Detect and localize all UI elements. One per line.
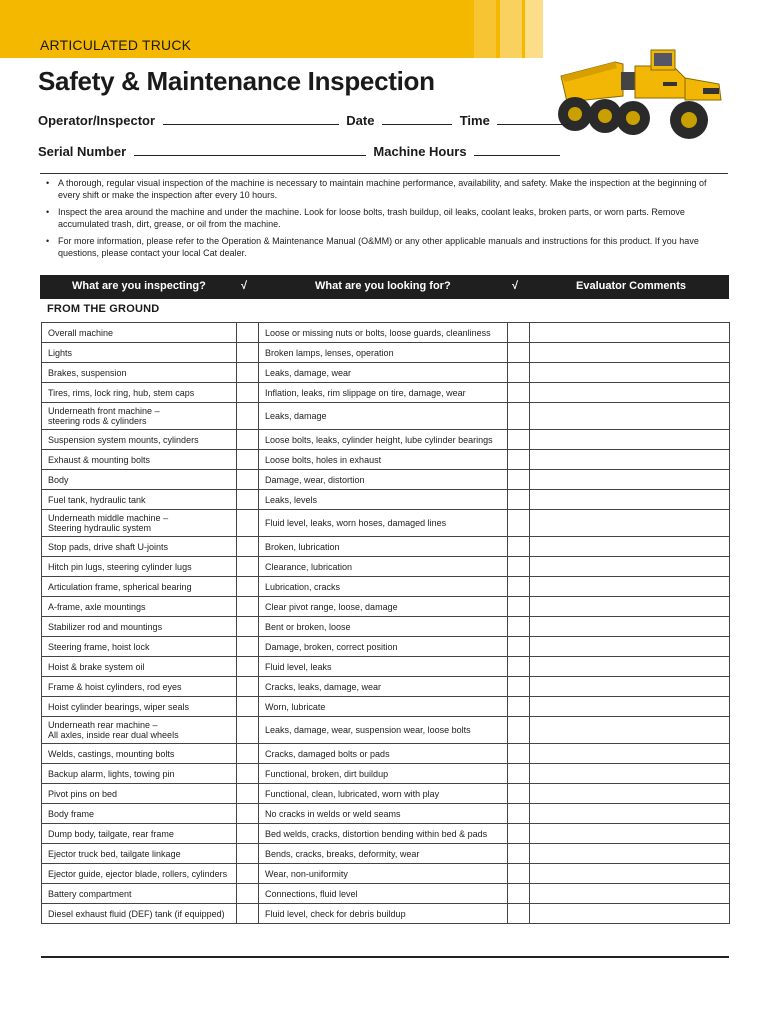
banner-stripe xyxy=(500,0,522,58)
table-row xyxy=(42,537,730,557)
check-box[interactable] xyxy=(508,577,530,597)
table-header xyxy=(40,275,729,299)
look-for-cell xyxy=(259,577,508,597)
look-for-cell xyxy=(259,717,508,744)
check-box[interactable] xyxy=(508,884,530,904)
inspect-cell xyxy=(42,904,237,924)
table-row xyxy=(42,744,730,764)
look-for-cell xyxy=(259,844,508,864)
table-row xyxy=(42,343,730,363)
look-for-text: Inflation, leaks, rim slippage on tire, damage, wear xyxy=(265,387,466,398)
look-for-cell xyxy=(259,884,508,904)
item-label: Hoist & brake system oil xyxy=(48,661,145,672)
check-box[interactable] xyxy=(237,363,259,383)
check-box[interactable] xyxy=(508,864,530,884)
item-label: Steering frame, hoist lock xyxy=(48,641,150,652)
check-box[interactable] xyxy=(237,804,259,824)
look-for-cell xyxy=(259,343,508,363)
comment-cell[interactable] xyxy=(530,597,730,617)
look-for-text: Leaks, damage, wear xyxy=(265,367,352,378)
item-label: Diesel exhaust fluid (DEF) tank (if equipped) xyxy=(48,908,225,919)
check-box[interactable] xyxy=(237,784,259,804)
check-box[interactable] xyxy=(237,557,259,577)
check-box[interactable] xyxy=(237,403,259,430)
look-for-cell xyxy=(259,657,508,677)
check-box[interactable] xyxy=(237,617,259,637)
look-for-text: Connections, fluid level xyxy=(265,888,358,899)
comment-cell[interactable] xyxy=(530,904,730,924)
inspect-cell xyxy=(42,383,237,403)
date-field[interactable] xyxy=(382,112,452,125)
inspect-cell xyxy=(42,784,237,804)
comment-cell[interactable] xyxy=(530,617,730,637)
comment-cell[interactable] xyxy=(530,697,730,717)
table-bottom-rule xyxy=(41,956,729,958)
item-label-line2: All axles, inside rear dual wheels xyxy=(48,730,179,740)
look-for-text: Fluid level, leaks, worn hoses, damaged lines xyxy=(265,518,447,528)
look-for-cell xyxy=(259,824,508,844)
look-for-text: Leaks, damage, wear, suspension wear, loose bolts xyxy=(265,725,471,735)
look-for-cell xyxy=(259,784,508,804)
inspect-cell xyxy=(42,343,237,363)
comment-cell[interactable] xyxy=(530,677,730,697)
look-for-cell xyxy=(259,864,508,884)
comment-cell[interactable] xyxy=(530,864,730,884)
comment-cell[interactable] xyxy=(530,577,730,597)
item-label-line2: Steering hydraulic system xyxy=(48,523,152,533)
check-box[interactable] xyxy=(237,577,259,597)
look-for-text: Cracks, leaks, damage, wear xyxy=(265,681,382,692)
column-header-comments: Evaluator Comments xyxy=(576,280,687,292)
inspect-cell xyxy=(42,884,237,904)
comment-cell[interactable] xyxy=(530,764,730,784)
item-label: Fuel tank, hydraulic tank xyxy=(48,494,146,505)
comment-cell[interactable] xyxy=(530,430,730,450)
comment-cell[interactable] xyxy=(530,490,730,510)
check-box[interactable] xyxy=(508,537,530,557)
check-box[interactable] xyxy=(508,764,530,784)
check-box[interactable] xyxy=(237,744,259,764)
table-row xyxy=(42,430,730,450)
check-box[interactable] xyxy=(237,844,259,864)
comment-cell[interactable] xyxy=(530,824,730,844)
item-label: Brakes, suspension xyxy=(48,367,127,378)
table-row xyxy=(42,804,730,824)
look-for-text: Clear pivot range, loose, damage xyxy=(265,601,398,612)
look-for-text: Loose or missing nuts or bolts, loose guards, cleanliness xyxy=(265,327,491,338)
check-box[interactable] xyxy=(508,490,530,510)
check-box[interactable] xyxy=(508,363,530,383)
inspect-cell xyxy=(42,510,237,537)
inspect-cell xyxy=(42,764,237,784)
time-label: Time xyxy=(459,113,490,128)
table-row xyxy=(42,764,730,784)
check-box[interactable] xyxy=(237,717,259,744)
comment-cell[interactable] xyxy=(530,717,730,744)
check-box[interactable] xyxy=(508,657,530,677)
check-box[interactable] xyxy=(237,677,259,697)
machine-hours-label: Machine Hours xyxy=(373,144,467,159)
look-for-text: Fluid level, check for debris buildup xyxy=(265,908,406,919)
look-for-cell xyxy=(259,804,508,824)
check-box[interactable] xyxy=(508,677,530,697)
check-box[interactable] xyxy=(508,744,530,764)
look-for-text: Leaks, levels xyxy=(265,494,318,505)
look-for-text: Loose bolts, holes in exhaust xyxy=(265,454,382,465)
machine-hours-field[interactable] xyxy=(474,143,560,156)
table-row xyxy=(42,490,730,510)
comment-cell[interactable] xyxy=(530,343,730,363)
table-row xyxy=(42,577,730,597)
check-box[interactable] xyxy=(237,904,259,924)
look-for-text: Worn, lubricate xyxy=(265,701,326,712)
look-for-cell xyxy=(259,744,508,764)
inspect-cell xyxy=(42,470,237,490)
check-box[interactable] xyxy=(508,804,530,824)
item-label: Articulation frame, spherical bearing xyxy=(48,581,192,592)
instructions-list xyxy=(44,178,724,265)
table-row xyxy=(42,697,730,717)
table-row xyxy=(42,617,730,637)
operator-label: Operator/Inspector xyxy=(38,113,156,128)
inspect-cell xyxy=(42,844,237,864)
look-for-text: Bed welds, cracks, distortion bending within bed & pads xyxy=(265,828,488,839)
check-box[interactable] xyxy=(508,470,530,490)
column-header-check: √ xyxy=(512,280,519,292)
check-box[interactable] xyxy=(508,510,530,537)
item-label: Stop pads, drive shaft U-joints xyxy=(48,541,169,552)
check-box[interactable] xyxy=(508,697,530,717)
check-box[interactable] xyxy=(237,884,259,904)
table-row xyxy=(42,657,730,677)
look-for-cell xyxy=(259,510,508,537)
item-label: Body frame xyxy=(48,808,95,819)
look-for-cell xyxy=(259,430,508,450)
comment-cell[interactable] xyxy=(530,510,730,537)
operator-field[interactable] xyxy=(163,112,339,125)
inspect-cell xyxy=(42,744,237,764)
inspect-cell xyxy=(42,557,237,577)
instruction-item: • A thorough, regular visual inspection of the machine is necessary to maintain machine performance, availability, and safety. Make the inspection at the beginning of every shift or make the inspection after every 10 hours. xyxy=(44,178,724,201)
comment-cell[interactable] xyxy=(530,470,730,490)
item-label: Tires, rims, lock ring, hub, stem caps xyxy=(48,387,195,398)
inspect-cell xyxy=(42,577,237,597)
inspect-cell xyxy=(42,637,237,657)
look-for-cell xyxy=(259,383,508,403)
serial-hours-row xyxy=(38,143,564,159)
look-for-cell xyxy=(259,470,508,490)
look-for-cell xyxy=(259,697,508,717)
category-label: ARTICULATED TRUCK xyxy=(40,37,192,53)
serial-number-label: Serial Number xyxy=(38,144,127,159)
instruction-item: • Inspect the area around the machine and under the machine. Look for loose bolts, trash buildup, oil leaks, coolant leaks, broken parts, or worn parts. Remove accumulated trash, dirt, grease, or oil from the machine. xyxy=(44,207,724,230)
look-for-cell xyxy=(259,617,508,637)
comment-cell[interactable] xyxy=(530,537,730,557)
look-for-cell xyxy=(259,537,508,557)
look-for-text: No cracks in welds or weld seams xyxy=(265,808,401,819)
item-label: Welds, castings, mounting bolts xyxy=(48,748,175,759)
look-for-text: Bent or broken, loose xyxy=(265,621,351,632)
look-for-text: Bends, cracks, breaks, deformity, wear xyxy=(265,848,420,859)
table-row xyxy=(42,824,730,844)
inspect-cell xyxy=(42,617,237,637)
time-field[interactable] xyxy=(497,112,569,125)
inspection-table xyxy=(41,322,730,924)
serial-number-field[interactable] xyxy=(134,143,366,156)
column-header-looking: What are you looking for? xyxy=(315,280,451,292)
inspect-cell xyxy=(42,597,237,617)
check-box[interactable] xyxy=(508,403,530,430)
inspect-cell xyxy=(42,657,237,677)
banner-stripe xyxy=(525,0,543,58)
look-for-cell xyxy=(259,637,508,657)
check-box[interactable] xyxy=(237,323,259,343)
check-box[interactable] xyxy=(508,597,530,617)
divider xyxy=(40,173,728,174)
instruction-item: • For more information, please refer to the Operation & Maintenance Manual (O&MM) or any other applicable manuals and instructions for this product. If you have questions, please contact your local Cat dealer. xyxy=(44,236,724,259)
check-box[interactable] xyxy=(508,784,530,804)
table-row xyxy=(42,323,730,343)
column-header-check: √ xyxy=(241,280,248,292)
comment-cell[interactable] xyxy=(530,657,730,677)
item-label: Backup alarm, lights, towing pin xyxy=(48,768,175,779)
look-for-cell xyxy=(259,490,508,510)
table-row xyxy=(42,510,730,537)
look-for-text: Broken lamps, lenses, operation xyxy=(265,347,394,358)
table-row xyxy=(42,844,730,864)
item-label: Frame & hoist cylinders, rod eyes xyxy=(48,681,182,692)
look-for-cell xyxy=(259,597,508,617)
look-for-text: Functional, clean, lubricated, worn with play xyxy=(265,788,440,799)
check-box[interactable] xyxy=(237,490,259,510)
look-for-cell xyxy=(259,363,508,383)
check-box[interactable] xyxy=(508,343,530,363)
comment-cell[interactable] xyxy=(530,557,730,577)
check-box[interactable] xyxy=(237,657,259,677)
look-for-cell xyxy=(259,403,508,430)
check-box[interactable] xyxy=(508,430,530,450)
item-label: Ejector truck bed, tailgate linkage xyxy=(48,848,181,859)
look-for-text: Clearance, lubrication xyxy=(265,561,353,572)
table-row xyxy=(42,450,730,470)
item-label: Suspension system mounts, cylinders xyxy=(48,434,199,445)
inspect-cell xyxy=(42,677,237,697)
look-for-cell xyxy=(259,323,508,343)
comment-cell[interactable] xyxy=(530,637,730,657)
check-box[interactable] xyxy=(237,450,259,470)
inspect-cell xyxy=(42,363,237,383)
inspect-cell xyxy=(42,430,237,450)
item-label: Battery compartment xyxy=(48,888,132,899)
inspect-cell xyxy=(42,697,237,717)
check-box[interactable] xyxy=(237,470,259,490)
section-heading: FROM THE GROUND xyxy=(47,303,160,315)
inspect-cell xyxy=(42,450,237,470)
item-label: Ejector guide, ejector blade, rollers, cylinders xyxy=(48,868,228,879)
item-label: Body xyxy=(48,474,69,485)
look-for-text: Leaks, damage xyxy=(265,411,327,421)
inspect-cell xyxy=(42,804,237,824)
check-box[interactable] xyxy=(508,717,530,744)
item-label: Pivot pins on bed xyxy=(48,788,118,799)
table-row xyxy=(42,784,730,804)
inspect-cell xyxy=(42,864,237,884)
check-box[interactable] xyxy=(237,824,259,844)
table-row xyxy=(42,403,730,430)
inspect-cell xyxy=(42,323,237,343)
check-box[interactable] xyxy=(237,537,259,557)
look-for-text: Wear, non-uniformity xyxy=(265,868,348,879)
look-for-text: Loose bolts, leaks, cylinder height, lube cylinder bearings xyxy=(265,434,493,445)
inspect-cell xyxy=(42,403,237,430)
banner-stripe xyxy=(474,0,496,58)
check-box[interactable] xyxy=(508,323,530,343)
check-box[interactable] xyxy=(237,383,259,403)
item-label: A-frame, axle mountings xyxy=(48,601,146,612)
comment-cell[interactable] xyxy=(530,403,730,430)
check-box[interactable] xyxy=(237,597,259,617)
table-row xyxy=(42,363,730,383)
table-row xyxy=(42,470,730,490)
look-for-text: Damage, wear, distortion xyxy=(265,474,365,485)
table-row xyxy=(42,717,730,744)
item-label: Underneath front machine – xyxy=(48,406,160,416)
table-row xyxy=(42,557,730,577)
articulated-truck-image xyxy=(553,42,731,144)
check-box[interactable] xyxy=(508,617,530,637)
item-label: Underneath middle machine – xyxy=(48,513,169,523)
table-row xyxy=(42,904,730,924)
comment-cell[interactable] xyxy=(530,383,730,403)
look-for-text: Damage, broken, correct position xyxy=(265,641,398,652)
check-box[interactable] xyxy=(237,697,259,717)
look-for-cell xyxy=(259,764,508,784)
table-row xyxy=(42,597,730,617)
table-row xyxy=(42,383,730,403)
page-title: Safety & Maintenance Inspection xyxy=(38,66,435,96)
look-for-text: Functional, broken, dirt buildup xyxy=(265,768,389,779)
inspect-cell xyxy=(42,537,237,557)
date-label: Date xyxy=(346,113,375,128)
look-for-text: Cracks, damaged bolts or pads xyxy=(265,748,390,759)
look-for-cell xyxy=(259,677,508,697)
check-box[interactable] xyxy=(508,844,530,864)
check-box[interactable] xyxy=(508,383,530,403)
item-label: Hitch pin lugs, steering cylinder lugs xyxy=(48,561,192,572)
check-box[interactable] xyxy=(237,637,259,657)
comment-cell[interactable] xyxy=(530,784,730,804)
item-label: Exhaust & mounting bolts xyxy=(48,454,151,465)
check-box[interactable] xyxy=(508,637,530,657)
table-row xyxy=(42,677,730,697)
check-box[interactable] xyxy=(237,764,259,784)
look-for-cell xyxy=(259,904,508,924)
comment-cell[interactable] xyxy=(530,884,730,904)
column-header-inspecting: What are you inspecting? xyxy=(72,280,206,292)
comment-cell[interactable] xyxy=(530,844,730,864)
comment-cell[interactable] xyxy=(530,363,730,383)
table-row xyxy=(42,864,730,884)
item-label: Underneath rear machine – xyxy=(48,720,158,730)
look-for-text: Fluid level, leaks xyxy=(265,661,332,672)
look-for-text: Lubrication, cracks xyxy=(265,581,341,592)
item-label: Dump body, tailgate, rear frame xyxy=(48,828,174,839)
item-label: Hoist cylinder bearings, wiper seals xyxy=(48,701,190,712)
comment-cell[interactable] xyxy=(530,323,730,343)
check-box[interactable] xyxy=(237,864,259,884)
table-row xyxy=(42,884,730,904)
check-box[interactable] xyxy=(508,450,530,470)
table-row xyxy=(42,637,730,657)
inspect-cell xyxy=(42,717,237,744)
comment-cell[interactable] xyxy=(530,744,730,764)
item-label: Overall machine xyxy=(48,327,114,338)
look-for-cell xyxy=(259,450,508,470)
item-label-line2: steering rods & cylinders xyxy=(48,416,147,426)
look-for-text: Broken, lubrication xyxy=(265,541,340,552)
item-label: Stabilizer rod and mountings xyxy=(48,621,163,632)
check-box[interactable] xyxy=(508,557,530,577)
check-box[interactable] xyxy=(237,430,259,450)
check-box[interactable] xyxy=(237,510,259,537)
look-for-cell xyxy=(259,557,508,577)
operator-date-time-row xyxy=(38,112,573,128)
inspect-cell xyxy=(42,490,237,510)
check-box[interactable] xyxy=(508,824,530,844)
item-label: Lights xyxy=(48,347,73,358)
comment-cell[interactable] xyxy=(530,804,730,824)
check-box[interactable] xyxy=(237,343,259,363)
inspect-cell xyxy=(42,824,237,844)
check-box[interactable] xyxy=(508,904,530,924)
comment-cell[interactable] xyxy=(530,450,730,470)
